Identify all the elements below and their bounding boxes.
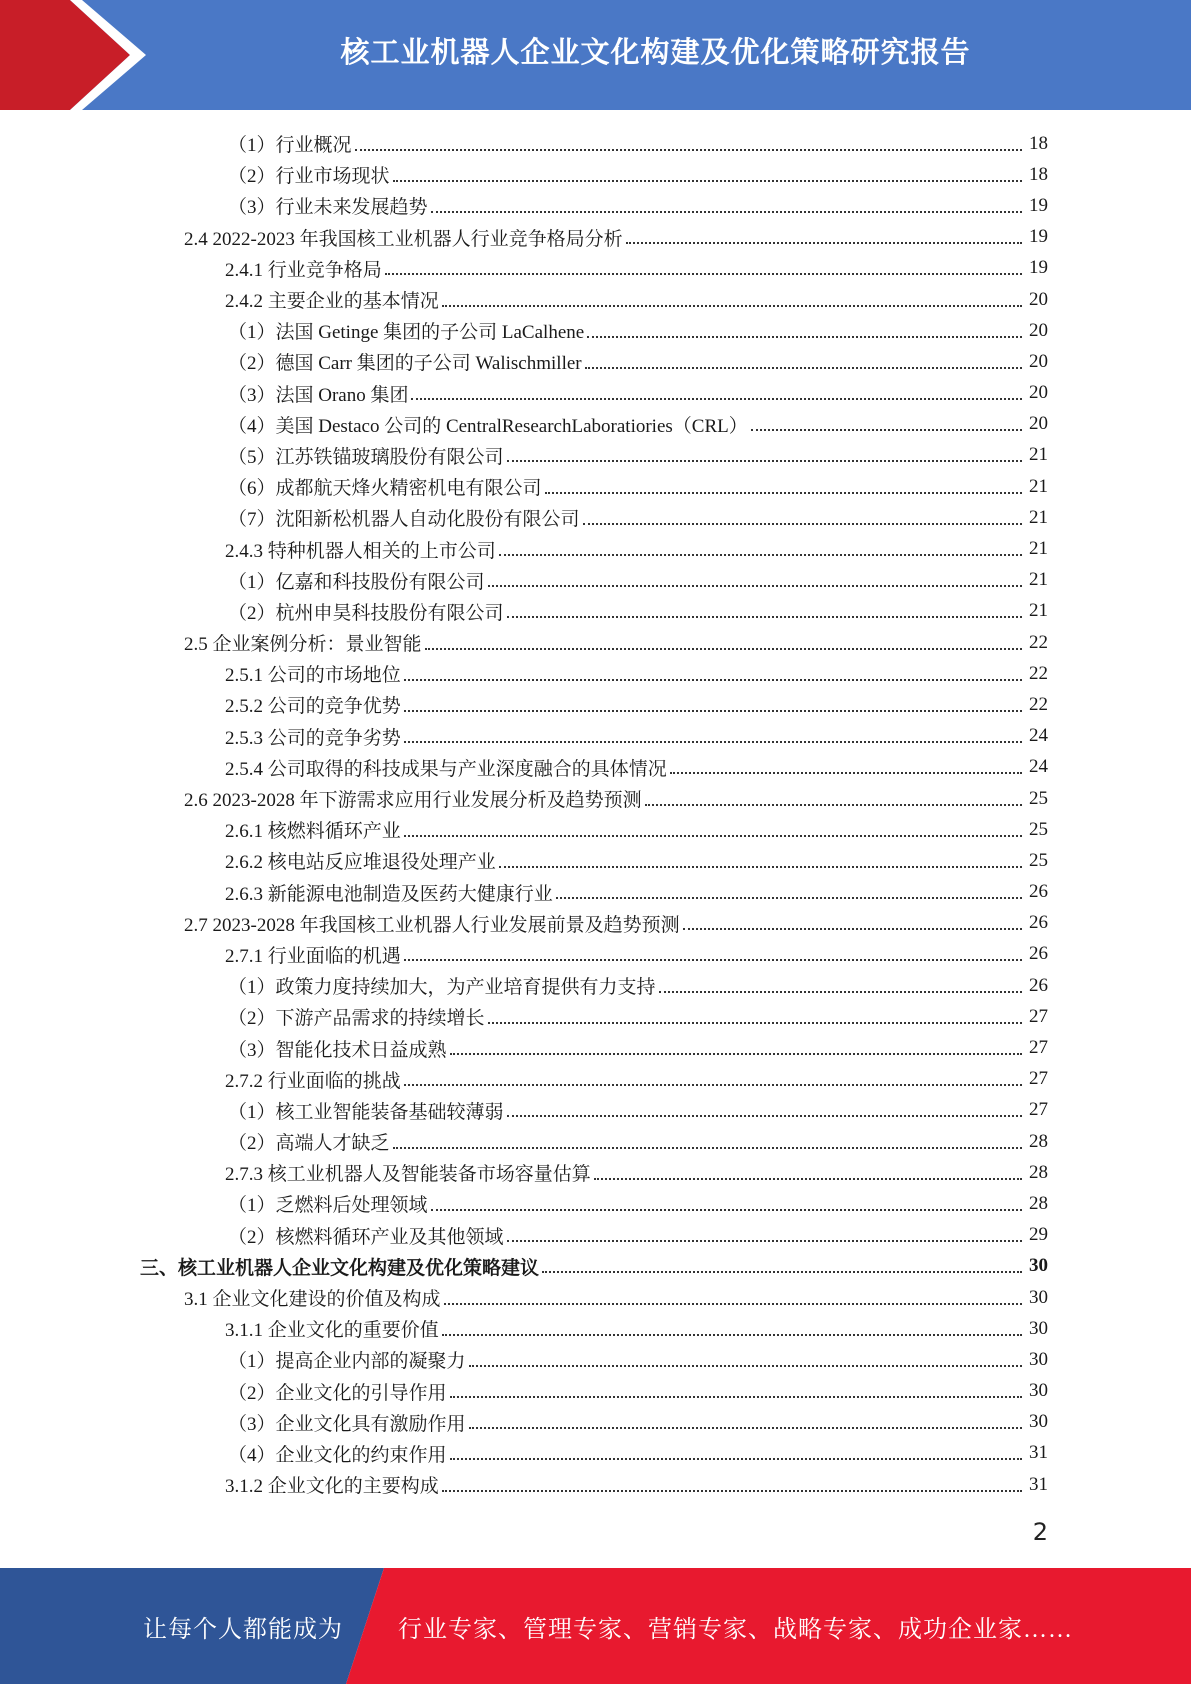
toc-dot-leader bbox=[404, 735, 1022, 743]
toc-entry-label: 2.6.1 核燃料循环产业 bbox=[225, 821, 401, 843]
toc-entry[interactable] bbox=[0, 190, 1191, 221]
toc-dot-leader bbox=[545, 486, 1022, 494]
toc-entry-page: 28 bbox=[1029, 1130, 1048, 1152]
toc-dot-leader bbox=[507, 1234, 1022, 1242]
toc-dot-leader bbox=[411, 392, 1022, 400]
toc-entry-label: （1）乏燃料后处理领域 bbox=[228, 1195, 428, 1217]
toc-entry[interactable] bbox=[0, 1407, 1191, 1438]
toc-entry-page: 21 bbox=[1029, 538, 1048, 560]
toc-entry[interactable] bbox=[0, 1376, 1191, 1407]
toc-entry-label: 2.6.3 新能源电池制造及医药大健康行业 bbox=[225, 883, 553, 905]
toc-entry[interactable] bbox=[0, 565, 1191, 596]
toc-entry-page: 21 bbox=[1029, 569, 1048, 591]
toc-entry-page: 18 bbox=[1029, 132, 1048, 154]
toc-entry-label: （7）沈阳新松机器人自动化股份有限公司 bbox=[228, 509, 580, 531]
toc-dot-leader bbox=[488, 579, 1022, 587]
toc-entry-page: 29 bbox=[1029, 1224, 1048, 1246]
toc-entry-label: （1）行业概况 bbox=[228, 135, 352, 157]
toc-entry[interactable] bbox=[0, 939, 1191, 970]
toc-dot-leader bbox=[450, 1047, 1022, 1055]
toc-dot-leader bbox=[442, 1484, 1022, 1492]
toc-dot-leader bbox=[594, 1172, 1022, 1180]
toc-entry-label: （2）杭州申昊科技股份有限公司 bbox=[228, 602, 504, 624]
toc-entry-page: 30 bbox=[1029, 1317, 1048, 1339]
toc-entry-page: 19 bbox=[1029, 226, 1048, 248]
toc-entry-label: 2.5.2 公司的竞争优势 bbox=[225, 696, 401, 718]
toc-entry[interactable] bbox=[0, 502, 1191, 533]
toc-entry-label: 2.6.2 核电站反应堆退役处理产业 bbox=[225, 852, 496, 874]
toc-entry-page: 31 bbox=[1029, 1442, 1048, 1464]
page-number: 2 bbox=[1032, 1518, 1048, 1546]
toc-entry-label: 2.4.3 特种机器人相关的上市公司 bbox=[225, 540, 496, 562]
toc-entry-page: 26 bbox=[1029, 943, 1048, 965]
toc-entry-page: 24 bbox=[1029, 756, 1048, 778]
toc-entry[interactable] bbox=[0, 1220, 1191, 1251]
toc-dot-leader bbox=[431, 205, 1022, 213]
toc-dot-leader bbox=[583, 517, 1022, 525]
toc-entry-page: 22 bbox=[1029, 693, 1048, 715]
toc-entry-page: 25 bbox=[1029, 787, 1048, 809]
toc-entry[interactable] bbox=[0, 1282, 1191, 1313]
toc-entry-page: 31 bbox=[1029, 1473, 1048, 1495]
toc-entry-page: 30 bbox=[1029, 1380, 1048, 1402]
toc-entry-label: 2.5.4 公司取得的科技成果与产业深度融合的具体情况 bbox=[225, 758, 667, 780]
toc-dot-leader bbox=[488, 1016, 1022, 1024]
toc-entry[interactable] bbox=[0, 689, 1191, 720]
toc-entry-label: 2.4.1 行业竞争格局 bbox=[225, 259, 382, 281]
toc-dot-leader bbox=[404, 673, 1022, 681]
toc-dot-leader bbox=[385, 267, 1022, 275]
toc-entry-page: 21 bbox=[1029, 444, 1048, 466]
toc-dot-leader bbox=[404, 953, 1022, 961]
toc-dot-leader bbox=[450, 1390, 1022, 1398]
toc-entry-page: 27 bbox=[1029, 1037, 1048, 1059]
toc-dot-leader bbox=[556, 891, 1022, 899]
toc-entry-label: （1）法国 Getinge 集团的子公司 LaCalhene bbox=[228, 322, 585, 344]
toc-entry[interactable] bbox=[0, 721, 1191, 752]
toc-entry-label: 2.7.2 行业面临的挑战 bbox=[225, 1070, 401, 1092]
toc-entry-label: （5）江苏铁锚玻璃股份有限公司 bbox=[228, 446, 504, 468]
toc-entry-label: （2）行业市场现状 bbox=[228, 166, 390, 188]
toc-entry[interactable] bbox=[0, 159, 1191, 190]
toc-dot-leader bbox=[425, 642, 1022, 650]
toc-entry-page: 26 bbox=[1029, 974, 1048, 996]
toc-entry-label: （3）法国 Orano 集团 bbox=[228, 384, 409, 406]
toc-entry-label: 2.7.1 行业面临的机遇 bbox=[225, 945, 401, 967]
toc-entry-label: 3.1 企业文化建设的价值及构成 bbox=[184, 1289, 441, 1311]
toc-entry[interactable] bbox=[0, 1313, 1191, 1344]
toc-dot-leader bbox=[751, 423, 1022, 431]
toc-dot-leader bbox=[450, 1452, 1022, 1460]
toc-entry[interactable] bbox=[0, 877, 1191, 908]
toc-entry[interactable] bbox=[0, 596, 1191, 627]
toc-entry[interactable] bbox=[0, 658, 1191, 689]
toc-dot-leader bbox=[507, 610, 1022, 618]
toc-entry-label: （6）成都航天烽火精密机电有限公司 bbox=[228, 478, 542, 500]
toc-entry-page: 28 bbox=[1029, 1161, 1048, 1183]
toc-entry[interactable] bbox=[0, 1126, 1191, 1157]
document-title: 核工业机器人企业文化构建及优化策略研究报告 bbox=[340, 34, 971, 69]
toc-entry-label: 2.5 企业案例分析：景业智能 bbox=[184, 634, 422, 656]
toc-entry[interactable] bbox=[0, 814, 1191, 845]
footer-band bbox=[0, 1568, 1191, 1684]
toc-entry[interactable] bbox=[0, 1157, 1191, 1188]
table-of-contents bbox=[0, 128, 1191, 1500]
toc-entry[interactable] bbox=[0, 471, 1191, 502]
toc-dot-leader bbox=[442, 299, 1022, 307]
toc-entry[interactable] bbox=[0, 1032, 1191, 1063]
toc-entry-page: 30 bbox=[1029, 1255, 1048, 1277]
toc-entry-label: 2.6 2023-2028 年下游需求应用行业发展分析及趋势预测 bbox=[184, 790, 642, 812]
toc-entry[interactable] bbox=[0, 284, 1191, 315]
toc-entry-page: 27 bbox=[1029, 1099, 1048, 1121]
toc-entry-label: （3）企业文化具有激励作用 bbox=[228, 1413, 466, 1435]
toc-entry[interactable] bbox=[0, 1251, 1191, 1282]
toc-entry-label: （2）德国 Carr 集团的子公司 Walischmiller bbox=[228, 353, 582, 375]
toc-dot-leader bbox=[585, 361, 1022, 369]
toc-dot-leader bbox=[355, 143, 1022, 151]
toc-entry-label: 三、核工业机器人企业文化构建及优化策略建议 bbox=[140, 1257, 540, 1279]
toc-dot-leader bbox=[499, 548, 1022, 556]
toc-entry[interactable] bbox=[0, 128, 1191, 159]
toc-entry-label: （1）亿嘉和科技股份有限公司 bbox=[228, 571, 485, 593]
toc-entry-page: 21 bbox=[1029, 475, 1048, 497]
toc-entry-page: 25 bbox=[1029, 818, 1048, 840]
toc-dot-leader bbox=[507, 1109, 1022, 1117]
toc-entry-page: 30 bbox=[1029, 1348, 1048, 1370]
toc-entry-label: 2.5.3 公司的竞争劣势 bbox=[225, 727, 401, 749]
toc-entry[interactable] bbox=[0, 440, 1191, 471]
toc-entry-label: 2.4.2 主要企业的基本情况 bbox=[225, 291, 439, 313]
toc-entry-label: （4）企业文化的约束作用 bbox=[228, 1444, 447, 1466]
toc-entry-label: （2）高端人才缺乏 bbox=[228, 1133, 390, 1155]
toc-entry-page: 28 bbox=[1029, 1192, 1048, 1214]
toc-dot-leader bbox=[393, 1141, 1022, 1149]
toc-entry-label: 2.4 2022-2023 年我国核工业机器人行业竞争格局分析 bbox=[184, 228, 623, 250]
toc-entry-page: 21 bbox=[1029, 506, 1048, 528]
toc-entry-label: （2）核燃料循环产业及其他领域 bbox=[228, 1226, 504, 1248]
toc-entry-page: 20 bbox=[1029, 413, 1048, 435]
toc-entry[interactable] bbox=[0, 533, 1191, 564]
toc-entry-page: 24 bbox=[1029, 725, 1048, 747]
toc-entry-label: 2.7.3 核工业机器人及智能装备市场容量估算 bbox=[225, 1164, 591, 1186]
toc-dot-leader bbox=[431, 1203, 1022, 1211]
toc-entry[interactable] bbox=[0, 409, 1191, 440]
footer-slogan-left: 让每个人都能成为 bbox=[143, 1616, 343, 1643]
toc-entry-page: 26 bbox=[1029, 881, 1048, 903]
toc-entry[interactable] bbox=[0, 1001, 1191, 1032]
toc-dot-leader bbox=[626, 236, 1022, 244]
toc-dot-leader bbox=[444, 1297, 1022, 1305]
toc-entry-page: 20 bbox=[1029, 382, 1048, 404]
toc-entry[interactable] bbox=[0, 378, 1191, 409]
toc-entry-page: 20 bbox=[1029, 350, 1048, 372]
toc-dot-leader bbox=[404, 704, 1022, 712]
toc-entry[interactable] bbox=[0, 1064, 1191, 1095]
toc-entry-page: 27 bbox=[1029, 1005, 1048, 1027]
toc-dot-leader bbox=[670, 766, 1022, 774]
toc-entry[interactable] bbox=[0, 627, 1191, 658]
toc-entry[interactable] bbox=[0, 783, 1191, 814]
toc-dot-leader bbox=[469, 1421, 1022, 1429]
toc-entry-page: 22 bbox=[1029, 631, 1048, 653]
toc-entry-page: 30 bbox=[1029, 1286, 1048, 1308]
toc-entry[interactable] bbox=[0, 346, 1191, 377]
toc-dot-leader bbox=[683, 922, 1022, 930]
toc-dot-leader bbox=[645, 798, 1022, 806]
toc-entry-page: 18 bbox=[1029, 163, 1048, 185]
toc-dot-leader bbox=[507, 454, 1022, 462]
toc-entry-page: 19 bbox=[1029, 257, 1048, 279]
toc-entry-page: 27 bbox=[1029, 1068, 1048, 1090]
toc-entry[interactable] bbox=[0, 752, 1191, 783]
toc-dot-leader bbox=[404, 829, 1022, 837]
header-band bbox=[0, 0, 1191, 110]
toc-entry-label: 2.7 2023-2028 年我国核工业机器人行业发展前景及趋势预测 bbox=[184, 914, 680, 936]
toc-dot-leader bbox=[542, 1265, 1022, 1273]
toc-entry-page: 19 bbox=[1029, 194, 1048, 216]
toc-dot-leader bbox=[587, 330, 1022, 338]
toc-entry-page: 20 bbox=[1029, 319, 1048, 341]
toc-entry[interactable] bbox=[0, 1469, 1191, 1500]
toc-entry-label: 3.1.2 企业文化的主要构成 bbox=[225, 1476, 439, 1498]
toc-entry-page: 22 bbox=[1029, 662, 1048, 684]
toc-entry-page: 25 bbox=[1029, 849, 1048, 871]
toc-entry[interactable] bbox=[0, 845, 1191, 876]
toc-entry-label: （2）下游产品需求的持续增长 bbox=[228, 1008, 485, 1030]
header-arrow-icon bbox=[0, 0, 160, 110]
toc-entry-label: （3）智能化技术日益成熟 bbox=[228, 1039, 447, 1061]
toc-entry[interactable] bbox=[0, 1188, 1191, 1219]
toc-entry[interactable] bbox=[0, 1438, 1191, 1469]
toc-entry-page: 21 bbox=[1029, 600, 1048, 622]
toc-dot-leader bbox=[469, 1359, 1022, 1367]
footer-slogan-right: 行业专家、管理专家、营销专家、战略专家、成功企业家…… bbox=[398, 1616, 1073, 1643]
toc-entry-label: （3）行业未来发展趋势 bbox=[228, 197, 428, 219]
toc-entry-label: （1）政策力度持续加大，为产业培育提供有力支持 bbox=[228, 977, 656, 999]
toc-entry-label: 2.5.1 公司的市场地位 bbox=[225, 665, 401, 687]
toc-entry-page: 30 bbox=[1029, 1411, 1048, 1433]
toc-entry-label: （1）核工业智能装备基础较薄弱 bbox=[228, 1101, 504, 1123]
toc-entry[interactable] bbox=[0, 253, 1191, 284]
toc-entry-page: 26 bbox=[1029, 912, 1048, 934]
toc-dot-leader bbox=[404, 1078, 1022, 1086]
toc-entry[interactable] bbox=[0, 1095, 1191, 1126]
toc-entry[interactable] bbox=[0, 908, 1191, 939]
toc-entry[interactable] bbox=[0, 1344, 1191, 1375]
toc-entry-label: （4）美国 Destaco 公司的 CentralResearchLaboratiories（CRL） bbox=[228, 415, 748, 437]
toc-entry[interactable] bbox=[0, 222, 1191, 253]
toc-entry[interactable] bbox=[0, 970, 1191, 1001]
toc-entry-page: 20 bbox=[1029, 288, 1048, 310]
toc-entry-label: （1）提高企业内部的凝聚力 bbox=[228, 1351, 466, 1373]
toc-dot-leader bbox=[659, 985, 1022, 993]
toc-entry-label: （2）企业文化的引导作用 bbox=[228, 1382, 447, 1404]
toc-dot-leader bbox=[499, 860, 1022, 868]
toc-entry[interactable] bbox=[0, 315, 1191, 346]
toc-dot-leader bbox=[442, 1328, 1022, 1336]
toc-dot-leader bbox=[393, 174, 1022, 182]
toc-entry-label: 3.1.1 企业文化的重要价值 bbox=[225, 1320, 439, 1342]
